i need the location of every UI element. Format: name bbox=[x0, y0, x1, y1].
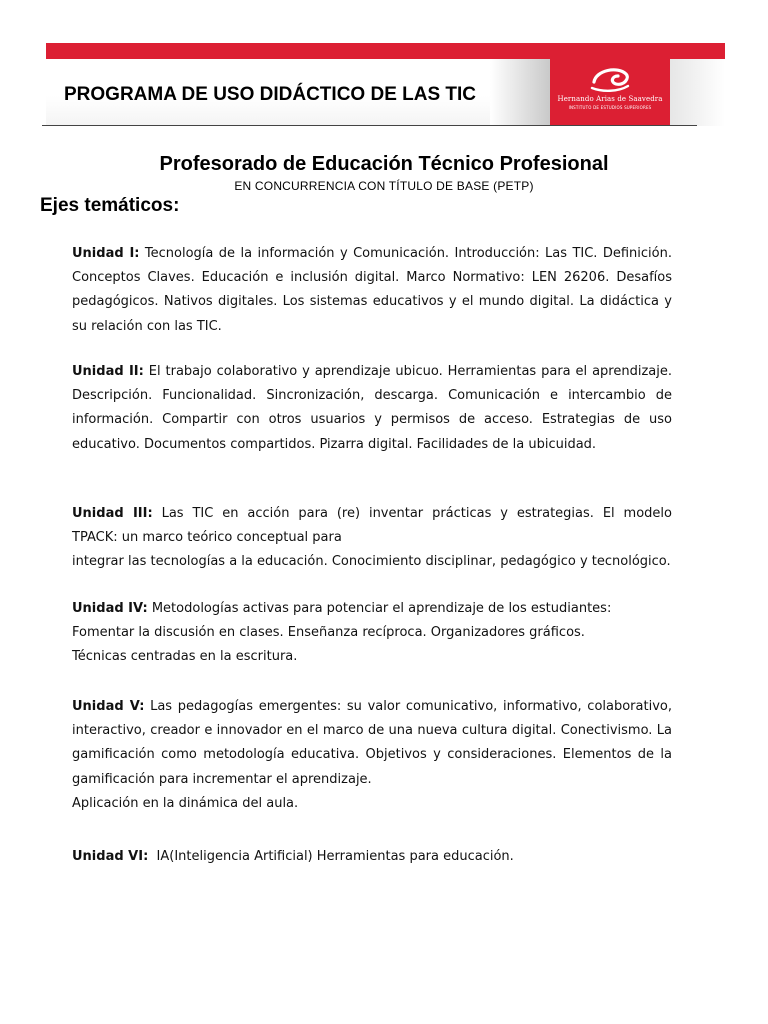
unit-5-label: Unidad V: bbox=[72, 699, 145, 714]
unit-1-label: Unidad I: bbox=[72, 246, 140, 261]
unit-4-paragraph bbox=[72, 597, 672, 670]
logo-subtitle: INSTITUTO DE ESTUDIOS SUPERIORES bbox=[568, 105, 652, 110]
institution-logo-icon bbox=[588, 64, 632, 94]
unit-3-text-line1: Las TIC en acción para (re) inventar prácticas y estrategias. El modelo bbox=[161, 506, 672, 521]
unit-3-label: Unidad III: bbox=[72, 506, 153, 521]
document-subtitle: EN CONCURRENCIA CON TÍTULO DE BASE (PETP) bbox=[234, 179, 534, 193]
document-title: Profesorado de Educación Técnico Profesional bbox=[159, 153, 609, 175]
unit-4-text-line1: Metodologías activas para potenciar el aprendizaje de los estudiantes: bbox=[151, 601, 612, 616]
header-right-strip bbox=[670, 59, 725, 126]
unit-4-label: Unidad IV: bbox=[72, 601, 148, 616]
header-red-bar bbox=[46, 43, 725, 59]
unit-5-paragraph bbox=[72, 695, 672, 816]
institution-logo bbox=[550, 59, 670, 125]
unit-4-text-line3: Técnicas centradas en la escritura. bbox=[72, 649, 298, 665]
unit-1-paragraph bbox=[72, 242, 672, 339]
unit-2-label: Unidad II: bbox=[72, 364, 144, 379]
unit-5-text-last: Aplicación en la dinámica del aula. bbox=[72, 795, 299, 811]
unit-6-paragraph bbox=[72, 845, 672, 869]
unit-4-text-line2: Fomentar la discusión en clases. Enseñanza recíproca. Organizadores gráficos. bbox=[72, 625, 585, 641]
unit-5-text: Las pedagogías emergentes: su valor comunicativo, informativo, colaborativo, interactivo, creador e innovador en el marco de una nueva cultura digital. Conectivismo. La gamificación como metodología educativa. Objetivos y consideraciones. Elementos de la gamificación para incrementar el aprendizaje. bbox=[72, 699, 672, 787]
unit-6-label: Unidad VI: bbox=[72, 849, 149, 864]
header-divider bbox=[42, 125, 697, 126]
unit-3-text-line3: integrar las tecnologías a la educación. Conocimiento disciplinar, pedagógico y tecnológico. bbox=[72, 554, 671, 570]
unit-2-paragraph bbox=[72, 360, 672, 457]
unit-1-text: Tecnología de la información y Comunicación. Introducción: Las TIC. Definición. Conceptos Claves. Educación e inclusión digital. Marco Normativo: LEN 26206. Desafíos pedagógicos. Nativos digitales. Los sistemas educativos y el mundo digital. La didáctica y su relación con las TIC. bbox=[72, 246, 672, 334]
unit-3-text-line2: TPACK: un marco teórico conceptual para bbox=[72, 530, 342, 546]
unit-3-paragraph bbox=[72, 502, 672, 575]
section-heading: Ejes temáticos: bbox=[40, 195, 180, 216]
unit-2-text: El trabajo colaborativo y aprendizaje ubicuo. Herramientas para el aprendizaje. Descripción. Funcionalidad. Sincronización, descarga. Comunicación e intercambio de información. Compartir con otros usuarios y permisos de acceso. Estrategias de uso educativo. Documentos compartidos. Pizarra digital. Facilidades de la ubicuidad. bbox=[72, 364, 672, 452]
logo-name: Hernando Arias de Saavedra bbox=[557, 95, 663, 103]
header-title: PROGRAMA DE USO DIDÁCTICO DE LAS TIC bbox=[64, 84, 477, 105]
unit-6-text: IA(Inteligencia Artificial) Herramientas para educación. bbox=[156, 849, 514, 864]
